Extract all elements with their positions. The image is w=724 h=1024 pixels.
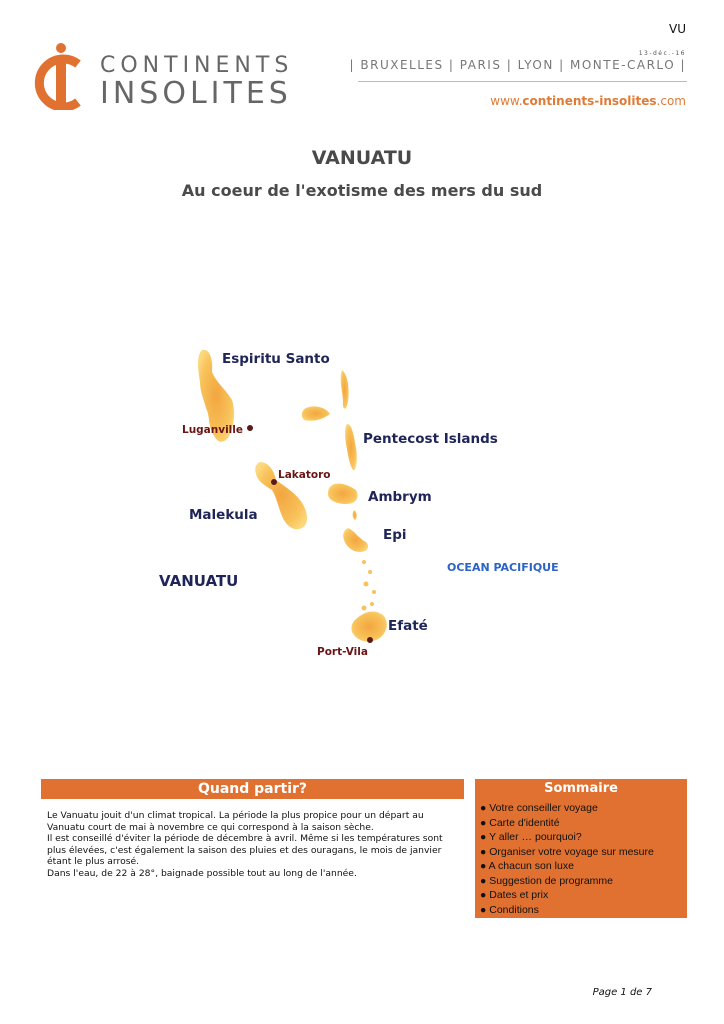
paama-island — [353, 510, 357, 520]
shepherd-islet — [368, 570, 372, 574]
sommaire-item[interactable]: ● A chacun son luxe — [480, 860, 574, 872]
epi-island — [343, 528, 368, 552]
label-espiritu-santo: Espiritu Santo — [222, 351, 330, 367]
page-subtitle: Au coeur de l'exotisme des mers du sud — [181, 181, 543, 200]
label-port-vila: Port-Vila — [317, 646, 368, 658]
label-vanuatu: VANUATU — [159, 572, 239, 590]
efate-island — [351, 612, 386, 642]
sommaire-item[interactable]: ● Suggestion de programme — [480, 874, 613, 887]
pentecost-island — [345, 424, 357, 470]
label-ambrym: Ambrym — [368, 489, 432, 505]
label-malekula: Malekula — [189, 507, 258, 523]
sommaire-box — [475, 779, 687, 918]
page-number: Page 1 de 7 — [592, 987, 652, 998]
when-to-go-heading: Quand partir? — [41, 779, 464, 799]
luganville-dot — [247, 425, 253, 431]
page-title: VANUATU — [311, 147, 413, 169]
when-to-go-text — [47, 810, 459, 879]
sommaire-item[interactable]: ● Conditions — [480, 903, 539, 916]
vanuatu-map — [150, 340, 580, 660]
sommaire-item[interactable]: ● Carte d'identité — [480, 816, 560, 829]
when-paragraph-1: Le Vanuatu jouit d'un climat tropical. La période la plus propice pour un départ au Vanuatu court de mai à novembre ce qui correspond à la saison sèche. — [47, 810, 424, 833]
shepherd-islet — [362, 560, 366, 564]
label-epi: Epi — [383, 527, 407, 543]
document-code: VU — [669, 22, 686, 36]
efate-islet — [370, 602, 374, 606]
lakatoro-dot — [271, 479, 277, 485]
sommaire-heading: Sommaire — [544, 781, 618, 796]
header-divider — [358, 81, 687, 82]
sommaire-item[interactable]: ● Y aller … pourquoi? — [480, 831, 582, 843]
sommaire-item[interactable]: ● Dates et prix — [480, 889, 549, 901]
brand-name — [100, 55, 293, 109]
label-luganville: Luganville — [182, 424, 244, 436]
brand-name-line1: CONTINENTS — [100, 53, 294, 78]
label-pentecost: Pentecost Islands — [363, 431, 498, 447]
website-link[interactable] — [490, 94, 686, 108]
sommaire-item[interactable]: ● Votre conseiller voyage — [480, 802, 598, 814]
label-ocean-pacifique: OCEAN PACIFIQUE — [447, 561, 559, 574]
efate-islet — [362, 606, 367, 611]
brand-logo-icon — [33, 42, 89, 110]
label-lakatoro: Lakatoro — [278, 469, 331, 481]
sommaire-list — [480, 801, 687, 917]
shepherd-islet — [372, 590, 376, 594]
office-cities: | BRUXELLES | PARIS | LYON | MONTE-CARLO | — [349, 58, 686, 72]
when-paragraph-2: Il est conseillé d'éviter la période de décembre à avril. Même si les températures sont plus élevées, c'est également la saison des pluies et des ouragans, le mois de janvier étant le plus arrosé. — [47, 833, 443, 867]
label-efate: Efaté — [388, 618, 428, 634]
ambrym-island — [328, 483, 358, 504]
shepherd-islet — [364, 582, 369, 587]
website-domain: continents-insolites — [522, 94, 657, 108]
website-prefix: www. — [490, 94, 523, 108]
maewo-island — [341, 370, 349, 409]
port-vila-dot — [367, 637, 373, 643]
sommaire-item[interactable]: ● Organiser votre voyage sur mesure — [480, 845, 654, 858]
ambae-island — [302, 406, 330, 420]
brand-name-line2: INSOLITES — [100, 76, 292, 111]
document-date: 13-déc.-16 — [638, 50, 686, 57]
website-suffix: .com — [656, 94, 686, 108]
when-paragraph-3: Dans l'eau, de 22 à 28°, baignade possible tout au long de l'année. — [47, 867, 357, 879]
